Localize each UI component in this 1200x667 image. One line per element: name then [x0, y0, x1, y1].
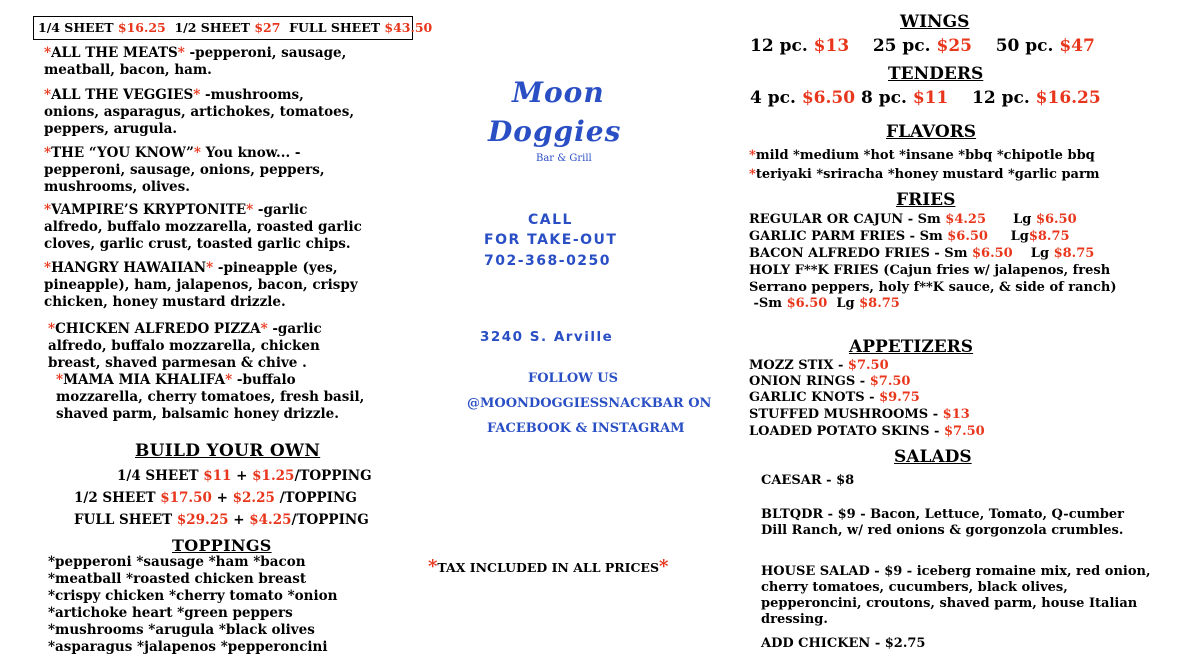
- wings-price: $13: [813, 36, 850, 56]
- tenders-label: 8 pc.: [860, 88, 913, 108]
- phone-number[interactable]: 702-368-0250: [484, 253, 612, 269]
- byo-topping-price: $4.25: [249, 512, 292, 528]
- logo-moon: Moon: [512, 76, 605, 109]
- tenders-price: $16.25: [1035, 88, 1101, 108]
- build-your-own-heading: BUILD YOUR OWN: [135, 441, 321, 461]
- half-sheet-label: 1/2 SHEET: [174, 20, 250, 35]
- byo-suffix: /TOPPING: [274, 490, 357, 506]
- quarter-sheet-price: $16.25: [117, 20, 166, 35]
- holy-fries-sm-label: -Sm: [749, 296, 787, 311]
- fries-regular: [749, 212, 1077, 227]
- fries-label: REGULAR OR CAJUN - Sm: [749, 212, 946, 227]
- flavors-text: teriyaki *sriracha *honey mustard *garlic parm: [755, 167, 1100, 182]
- pizza-desc: -garlic alfredo, buffalo mozzarella, chicken breast, shaved parmesan & chive .: [48, 321, 322, 371]
- byo-suffix: /TOPPING: [291, 512, 369, 528]
- pizza-name: HANGRY HAWAIIAN: [51, 260, 207, 276]
- full-sheet-label: FULL SHEET: [289, 20, 381, 35]
- fries-bacon-alfredo: [749, 246, 1094, 261]
- takeout-label: FOR TAKE-OUT: [484, 232, 618, 248]
- fries-sm-price: $4.25: [945, 212, 987, 227]
- tenders-label: 12 pc.: [972, 88, 1036, 108]
- pizza-desc: -pepperoni, sausage, meatball, bacon, ham.: [44, 45, 347, 78]
- pizza-desc: -buffalo mozzarella, cherry tomatoes, fresh basil, shaved parm, balsamic honey drizzle.: [56, 372, 365, 422]
- byo-full-sheet: [74, 512, 369, 528]
- fries-holy: [749, 263, 1144, 313]
- pizza-name: CHICKEN ALFREDO PIZZA: [55, 321, 261, 337]
- fries-lg-price: $8.75: [1028, 229, 1070, 244]
- follow-us-label: FOLLOW US: [528, 371, 619, 386]
- appetizer-label: GARLIC KNOTS -: [749, 390, 880, 405]
- call-label: CALL: [528, 212, 573, 228]
- appetizer-item: [749, 390, 920, 405]
- appetizer-label: LOADED POTATO SKINS -: [749, 424, 944, 439]
- holy-fries-desc: HOLY F**K FRIES (Cajun fries w/ jalapenos, fresh Serrano peppers, holy f**K sauce, & side of ranch): [749, 263, 1117, 295]
- toppings-line: *pepperoni *sausage *ham *bacon: [48, 554, 306, 570]
- toppings-line: *asparagus *jalapenos *pepperoncini: [48, 639, 328, 655]
- appetizer-price: $9.75: [879, 390, 920, 405]
- flavors-line-2: *teriyaki *sriracha *honey mustard *garlic parm: [749, 167, 1100, 182]
- fries-lg-price: $8.75: [1053, 246, 1095, 261]
- byo-quarter-sheet: [117, 468, 372, 484]
- byo-suffix: /TOPPING: [294, 468, 372, 484]
- half-sheet-price: $27: [254, 20, 281, 35]
- appetizer-price: $7.50: [869, 374, 911, 389]
- byo-label: 1/4 SHEET: [117, 468, 204, 484]
- pizza-mama-mia-khalifa: *MAMA MIA KHALIFA* -buffalo mozzarella, cherry tomatoes, fresh basil, shaved parm, balsamic honey drizzle.: [56, 372, 365, 422]
- appetizer-price: $7.50: [847, 358, 889, 373]
- pizza-chicken-alfredo: *CHICKEN ALFREDO PIZZA* -garlic alfredo, buffalo mozzarella, chicken breast, shaved parmesan & chive .: [48, 321, 322, 371]
- holy-fries-lg-label: Lg: [827, 296, 860, 311]
- wings-label: 25 pc.: [872, 36, 937, 56]
- fries-sm-price: $6.50: [947, 229, 988, 244]
- toppings-line: *artichoke heart *green peppers: [48, 605, 293, 621]
- pizza-vampires-kryptonite: *VAMPIRE’S KRYPTONITE* -garlic alfredo, buffalo mozzarella, roasted garlic cloves, garlic crust, toasted garlic chips.: [44, 202, 362, 252]
- tenders-price: $6.50: [801, 88, 856, 108]
- appetizer-item: [749, 424, 985, 439]
- appetizer-label: MOZZ STIX -: [749, 358, 848, 373]
- flavors-text: mild *medium *hot *insane *bbq *chipotle bbq: [755, 148, 1095, 163]
- tenders-heading: TENDERS: [888, 64, 984, 84]
- tenders-label: 4 pc.: [750, 88, 802, 108]
- byo-price: $17.50: [160, 490, 212, 506]
- toppings-line: *crispy chicken *cherry tomato *onion: [48, 588, 338, 604]
- salad-caesar: CAESAR - $8: [761, 473, 855, 488]
- pizza-name: MAMA MIA KHALIFA: [63, 372, 226, 388]
- toppings-heading: TOPPINGS: [172, 536, 272, 555]
- pizza-desc: -pineapple (yes, pineapple), ham, jalapenos, bacon, crispy chicken, honey mustard drizzle.: [44, 260, 358, 310]
- pizza-name: THE “YOU KNOW”: [51, 145, 194, 161]
- toppings-line: *mushrooms *arugula *black olives: [48, 622, 315, 638]
- wings-price: $47: [1059, 36, 1095, 56]
- byo-label: 1/2 SHEET: [74, 490, 161, 506]
- holy-fries-sm-price: $6.50: [786, 296, 828, 311]
- salad-house: HOUSE SALAD - $9 - iceberg romaine mix, red onion, cherry tomatoes, cucumbers, black olives, pepperoncini, croutons, shaved parm, house Italian dressing.: [761, 564, 1151, 627]
- tax-note: *TAX INCLUDED IN ALL PRICES*: [428, 556, 669, 577]
- wings-label: 12 pc.: [750, 36, 814, 56]
- social-platforms: FACEBOOK & INSTAGRAM: [487, 421, 685, 436]
- wings-heading: WINGS: [900, 12, 970, 32]
- pizza-name: VAMPIRE’S KRYPTONITE: [51, 202, 247, 218]
- pizza-name: ALL THE VEGGIES: [51, 87, 194, 103]
- byo-label: FULL SHEET: [74, 512, 177, 528]
- appetizers-heading: APPETIZERS: [849, 337, 974, 357]
- logo-doggies: Doggies: [488, 115, 622, 148]
- salads-heading: SALADS: [894, 447, 972, 467]
- appetizer-label: STUFFED MUSHROOMS -: [749, 407, 943, 422]
- fries-lg-label: Lg: [1012, 246, 1054, 261]
- fries-heading: FRIES: [896, 190, 956, 210]
- pizza-all-the-meats: *ALL THE MEATS* -pepperoni, sausage, meatball, bacon, ham.: [44, 45, 347, 78]
- pizza-name: ALL THE MEATS: [51, 45, 178, 61]
- fries-lg-price: $6.50: [1035, 212, 1077, 227]
- byo-price: $29.25: [176, 512, 229, 528]
- appetizer-item: [749, 358, 889, 373]
- salad-add-chicken: ADD CHICKEN - $2.75: [761, 636, 926, 651]
- tenders-price: $11: [912, 88, 949, 108]
- pizza-desc: -mushrooms, onions, asparagus, artichokes, tomatoes, peppers, arugula.: [44, 87, 355, 137]
- byo-plus: +: [231, 468, 253, 484]
- sheet-price-box: [33, 16, 433, 40]
- appetizer-price: $7.50: [943, 424, 985, 439]
- appetizer-label: ONION RINGS -: [749, 374, 870, 389]
- appetizer-item: [749, 407, 970, 422]
- byo-topping-price: $2.25: [232, 490, 275, 506]
- wings-prices: [750, 36, 1095, 56]
- fries-lg-label: Lg: [987, 229, 1029, 244]
- tax-note-text: TAX INCLUDED IN ALL PRICES: [437, 560, 659, 575]
- fries-garlic-parm: [749, 229, 1070, 244]
- wings-label: 50 pc.: [995, 36, 1060, 56]
- byo-plus: +: [211, 490, 233, 506]
- fries-sm-price: $6.50: [971, 246, 1013, 261]
- byo-plus: +: [228, 512, 250, 528]
- byo-price: $11: [203, 468, 232, 484]
- address: 3240 S. Arville: [480, 329, 614, 345]
- fries-label: BACON ALFREDO FRIES - Sm: [749, 246, 972, 261]
- flavors-line-1: *mild *medium *hot *insane *bbq *chipotle bbq: [749, 148, 1095, 163]
- byo-half-sheet: [74, 490, 357, 506]
- wings-price: $25: [936, 36, 972, 56]
- tenders-prices: [750, 88, 1101, 108]
- logo-subtitle: Bar & Grill: [536, 153, 592, 164]
- pizza-hangry-hawaiian: *HANGRY HAWAIIAN* -pineapple (yes, pineapple), ham, jalapenos, bacon, crispy chicken, honey mustard drizzle.: [44, 260, 358, 310]
- byo-topping-price: $1.25: [252, 468, 295, 484]
- flavors-heading: FLAVORS: [886, 122, 977, 142]
- appetizer-item: [749, 374, 910, 389]
- holy-fries-lg-price: $8.75: [859, 296, 900, 311]
- fries-lg-label: Lg: [986, 212, 1036, 227]
- salad-bltqdr: BLTQDR - $9 - Bacon, Lettuce, Tomato, Q-cumber Dill Ranch, w/ red onions & gorgonzola crumbles.: [761, 507, 1125, 538]
- toppings-line: *meatball *roasted chicken breast: [48, 571, 307, 587]
- pizza-all-the-veggies: *ALL THE VEGGIES* -mushrooms, onions, asparagus, artichokes, tomatoes, peppers, arugula.: [44, 87, 355, 137]
- full-sheet-price: $43.50: [384, 20, 433, 35]
- fries-label: GARLIC PARM FRIES - Sm: [749, 229, 948, 244]
- quarter-sheet-label: 1/4 SHEET: [38, 20, 114, 35]
- pizza-desc: You know... - pepperoni, sausage, onions, peppers, mushrooms, olives.: [44, 145, 325, 195]
- pizza-the-you-know: *THE “YOU KNOW”* You know... - pepperoni, sausage, onions, peppers, mushrooms, olives.: [44, 145, 325, 195]
- appetizer-price: $13: [942, 407, 970, 422]
- social-handle[interactable]: @MOONDOGGIESSNACKBAR ON: [467, 396, 712, 411]
- pizza-desc: -garlic alfredo, buffalo mozzarella, roasted garlic cloves, garlic crust, toasted garlic chips.: [44, 202, 362, 252]
